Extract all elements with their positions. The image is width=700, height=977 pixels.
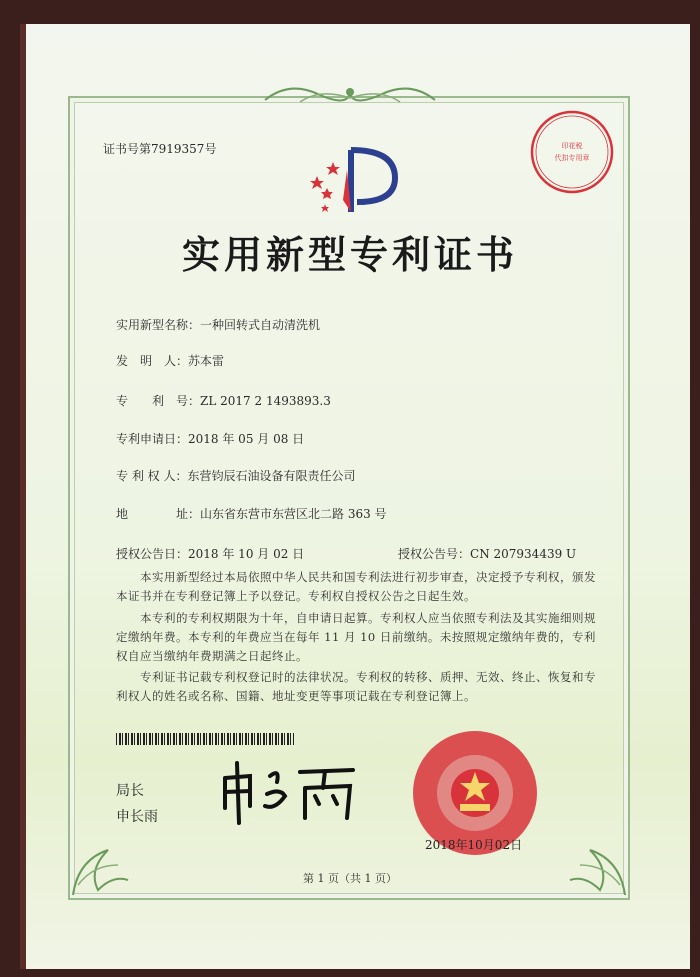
certificate-title: 实用新型专利证书 xyxy=(181,233,518,277)
svg-text:代扣专用章: 代扣专用章 xyxy=(554,154,590,162)
field-label: 专 利 号： xyxy=(116,394,201,408)
field-label: 地 址： xyxy=(116,507,201,521)
address-row xyxy=(116,505,387,522)
page-indicator: 第 1 页（共 1 页） xyxy=(303,872,397,885)
barcode xyxy=(116,733,294,745)
seal-date: 2018年10月02日 xyxy=(425,838,523,852)
field-value: 东营钧辰石油设备有限责任公司 xyxy=(187,469,356,483)
grant-statement-paragraph: 本实用新型经过本局依照中华人民共和国专利法进行初步审查，决定授予专利权，颁发本证书并在专利登记簿上予以登记。专利权自授权公告之日起生效。 xyxy=(116,570,596,603)
field-value: CN 207934439 U xyxy=(470,547,577,561)
field-value: 山东省东营市东营区北二路 363 号 xyxy=(200,507,387,521)
field-value: ZL 2017 2 1493893.3 xyxy=(200,394,331,408)
field-label: 授权公告日： xyxy=(116,547,189,561)
field-value: 2018 年 10 月 02 日 xyxy=(188,547,305,561)
svg-text:印花税: 印花税 xyxy=(561,142,583,150)
grant-number-row xyxy=(398,545,576,562)
tax-stamp-seal xyxy=(528,108,616,196)
director-title: 局长 xyxy=(116,783,144,799)
field-label: 发 明 人： xyxy=(116,354,189,368)
director-name: 申长雨 xyxy=(116,809,158,825)
field-label: 专 利 权 人： xyxy=(116,469,188,483)
grant-date-row xyxy=(116,545,304,562)
certificate-number: 证书号第7919357号 xyxy=(103,142,217,156)
field-value: 2018 年 05 月 08 日 xyxy=(188,432,305,446)
handwritten-signature xyxy=(215,758,365,828)
utility-model-name-row xyxy=(116,316,320,333)
bottom-left-ornament xyxy=(68,830,138,900)
field-label: 授权公告号： xyxy=(398,547,471,561)
bottom-right-ornament xyxy=(560,830,630,900)
field-value: 苏本雷 xyxy=(188,354,225,368)
patent-number-row xyxy=(116,392,331,409)
field-value: 一种回转式自动清洗机 xyxy=(200,318,321,332)
field-label: 专利申请日： xyxy=(116,432,189,446)
term-fee-paragraph: 本专利的专利权期限为十年，自申请日起算。专利权人应当依照专利法及其实施细则规定缴纳年费。本专利的年费应当在每年 11 月 10 日前缴纳。未按照规定缴纳年费的，专利权自应当缴纳年费期满之日起终止。 xyxy=(116,611,596,663)
top-ornament xyxy=(260,80,440,110)
legal-status-paragraph: 专利证书记载专利权登记时的法律状况。专利权的转移、质押、无效、终止、恢复和专利权人的姓名或名称、国籍、地址变更等事项记载在专利登记簿上。 xyxy=(116,670,596,703)
patentee-row xyxy=(116,467,355,484)
patent-office-logo-icon xyxy=(303,140,403,220)
application-date-row xyxy=(116,430,304,447)
field-label: 实用新型名称： xyxy=(116,318,201,332)
inventor-row xyxy=(116,352,224,369)
